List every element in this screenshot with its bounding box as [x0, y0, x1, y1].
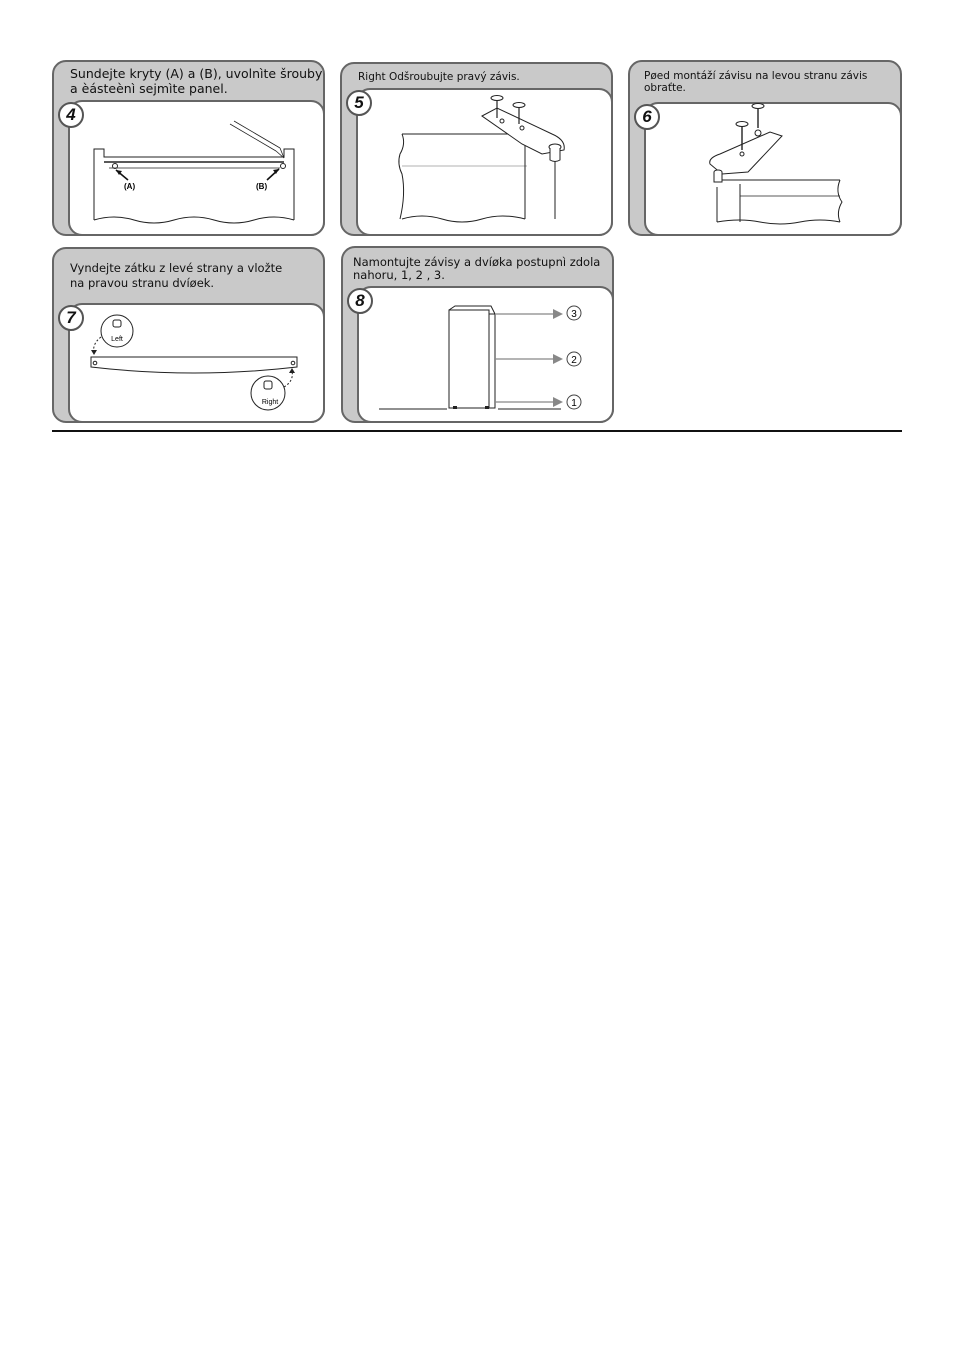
step-7-panel: [52, 247, 325, 423]
step-7-illustration: [54, 249, 327, 425]
step-6-number: 6: [634, 104, 660, 130]
arrow-1-head: [553, 397, 563, 407]
step-4-illustration: [54, 62, 327, 238]
arrow-3-head: [553, 309, 563, 319]
step-6-caption: Pøed montáží závisu na levou stranu závis obraťte.: [644, 70, 868, 94]
step-8-panel: [341, 246, 614, 423]
step-5-caption: Right Odšroubujte pravý závis.: [358, 71, 520, 83]
step-8-illustration: [343, 248, 616, 425]
arrow-2-head: [553, 354, 563, 364]
marker-1-label: 1: [571, 398, 577, 409]
cover-b: [281, 164, 286, 169]
hinge-plate: [710, 132, 782, 174]
step-4-number: 4: [58, 102, 84, 128]
right-dotted-arrow: [284, 371, 292, 387]
label-a: (A): [124, 182, 136, 191]
marker-2-label: 2: [571, 355, 577, 366]
step-8-number: 8: [347, 288, 373, 314]
marker-3-label: 3: [571, 309, 577, 320]
step-5-illustration: [342, 64, 615, 238]
fridge-bottom-break: [402, 216, 525, 222]
fridge-right-break: [838, 180, 842, 222]
section-divider: [52, 430, 902, 432]
plug-right-icon: [264, 381, 272, 389]
step-7-caption: Vyndejte zátku z levé strany a vložte na pravou stranu dvíøek.: [70, 261, 283, 290]
step-6-panel: [628, 60, 902, 236]
step-7-number: 7: [58, 305, 84, 331]
step-4-caption: Sundejte kryty (A) a (B), uvolnìte šrouby a èásteènì sejmìte panel.: [70, 66, 323, 96]
fridge-side-edges: [717, 184, 740, 222]
screwdriver-icon: [230, 121, 284, 158]
fridge-bottom-break: [717, 220, 840, 224]
step-4-panel: [52, 60, 325, 236]
fridge-door: [489, 314, 495, 408]
step-5-panel: [340, 62, 613, 236]
step-5-number: 5: [346, 90, 372, 116]
fridge-body: [449, 310, 489, 408]
fridge-left-break: [399, 134, 404, 219]
step-6-illustration: [630, 62, 904, 238]
left-label: Left: [111, 336, 123, 343]
bottom-break-line: [94, 217, 294, 223]
step-8-caption: Namontujte závisy a dvíøka postupnì zdola nahoru, 1, 2 , 3.: [353, 255, 601, 282]
door-bottom-edge: [91, 357, 297, 373]
label-b: (B): [256, 182, 268, 191]
plug-left-icon: [113, 320, 121, 327]
right-label: Right: [261, 399, 279, 406]
